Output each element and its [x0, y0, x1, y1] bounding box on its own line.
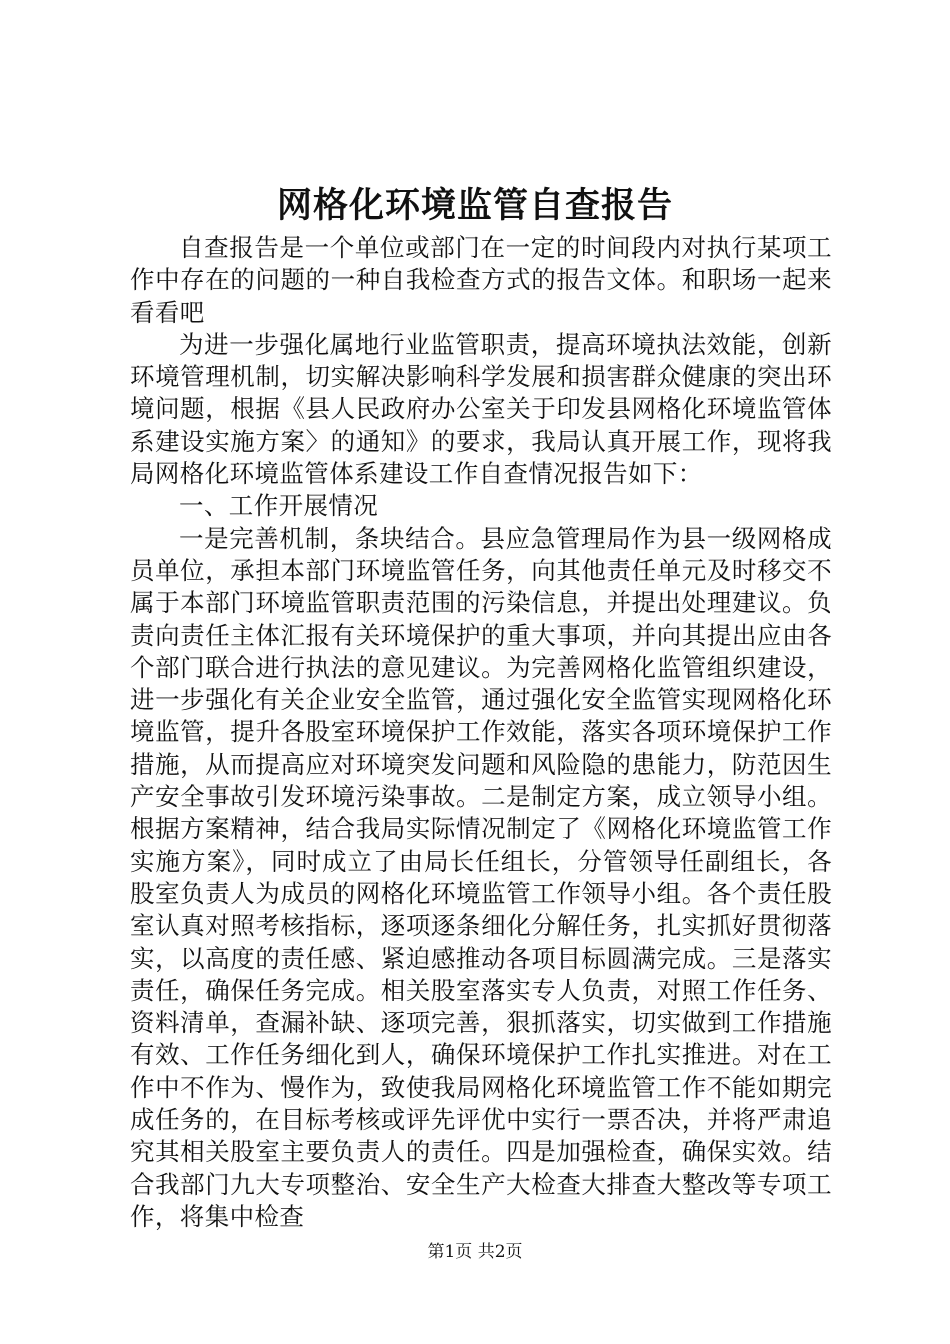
intro-paragraph: 自查报告是一个单位或部门在一定的时间段内对执行某项工作中存在的问题的一种自我检查方式的报告文体。和职场一起来看看吧 — [130, 233, 832, 327]
page-footer: 第1页 共2页 — [427, 1242, 523, 1262]
document-title: 网格化环境监管自查报告 — [276, 185, 673, 226]
section-heading-work-status: 一、工作开展情况 — [179, 491, 379, 521]
work-status-paragraph: 一是完善机制，条块结合。县应急管理局作为县一级网格成员单位，承担本部门环境监管任务，向其他责任单元及时移交不属于本部门环境监管职责范围的污染信息，并提出处理建议。负责向责任主体汇报有关环境保护的重大事项，并向其提出应由各个部门联合进行执法的意见建议。为完善网格化监管组织建设，进一步强化有关企业安全监管，通过强化安全监管实现网格化环境监管，提升各股室环境保护工作效能，落实各项环境保护工作措施，从而提高应对环境突发问题和风险隐的患能力，防范因生产安全事故引发环境污染事故。二是制定方案，成立领导小组。根据方案精神，结合我局实际情况制定了《网格化环境监管工作实施方案》，同时成立了由局长任组长，分管领导任副组长，各股室负责人为成员的网格化环境监管工作领导小组。各个责任股室认真对照考核指标，逐项逐条细化分解任务，扎实抓好贯彻落实，以高度的责任感、紧迫感推动各项目标圆满完成。三是落实责任，确保任务完成。相关股室落实专人负责，对照工作任务、资料清单，查漏补缺、逐项完善，狠抓落实，切实做到工作措施有效、工作任务细化到人，确保环境保护工作扎实推进。对在工作中不作为、慢作为，致使我局网格化环境监管工作不能如期完成任务的，在目标考核或评先评优中实行一票否决，并将严肃追究其相关股室主要负责人的责任。四是加强检查，确保实效。结合我部门九大专项整治、安全生产大检查大排查大整改等专项工作，将集中检查 — [130, 523, 832, 1231]
document-body — [130, 232, 832, 1233]
opening-paragraph: 为进一步强化属地行业监管职责，提高环境执法效能，创新环境管理机制，切实解决影响科学发展和损害群众健康的突出环境问题，根据《县人民政府办公室关于印发县网格化环境监管体系建设实施方案〉的通知》的要求，我局认真开展工作，现将我局网格化环境监管体系建设工作自查情况报告如下： — [130, 329, 832, 489]
